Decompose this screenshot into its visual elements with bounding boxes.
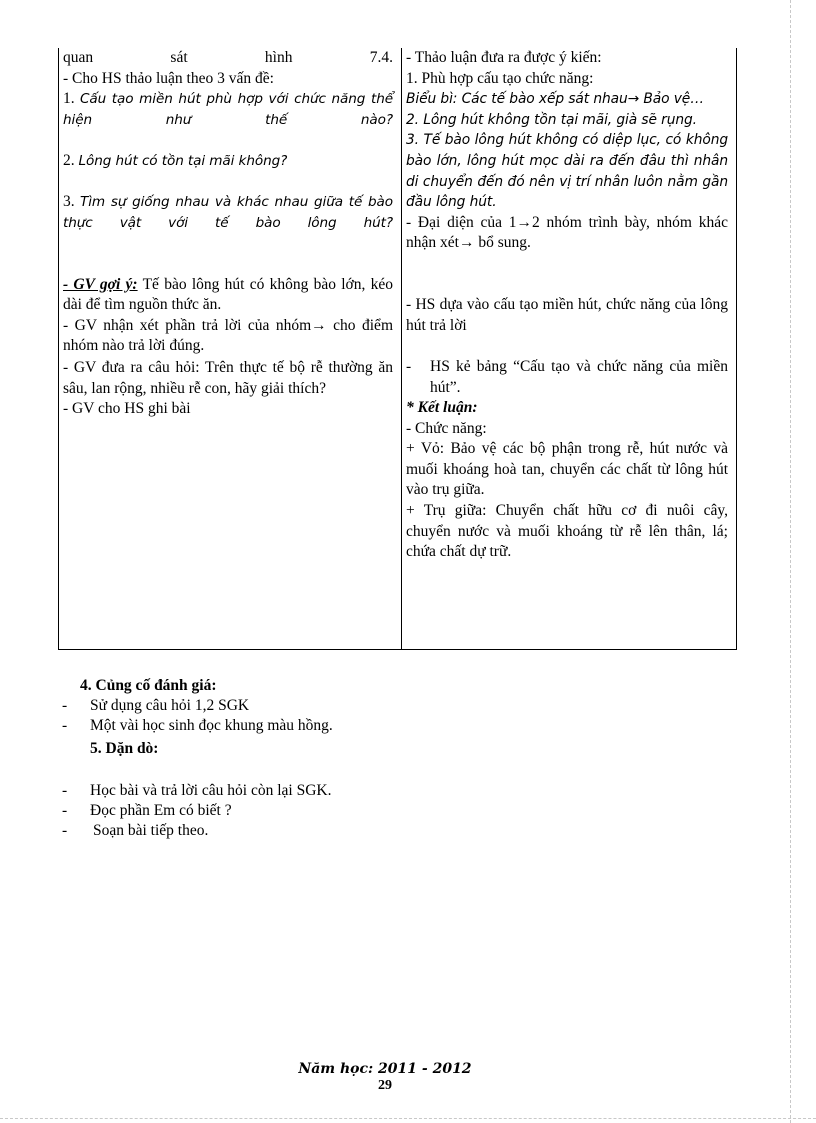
list-item-text: Sử dụng câu hỏi 1,2 SGK bbox=[90, 697, 250, 714]
question-3-text: Tìm sự giống nhau và khác nhau giữa tế bào thực vật với tế bào lông hút? bbox=[63, 194, 393, 231]
answer-2: 2. Lông hút không tồn tại mãi, già sẽ rụng. bbox=[406, 111, 697, 128]
conclusion-heading: * Kết luận: bbox=[406, 399, 478, 417]
student-answer: - HS dựa vào cấu tạo miền hút, chức năng của lông hút trả lời bbox=[406, 296, 728, 334]
discussion-instruction: - Cho HS thảo luận theo 3 vấn đề: bbox=[63, 69, 274, 87]
list-item: - Học bài và trả lời câu hỏi còn lại SGK. bbox=[62, 782, 332, 799]
discussion-result: - Thảo luận đưa ra được ý kiến: bbox=[406, 49, 602, 66]
teacher-hint-label: - GV gợi ý: bbox=[63, 275, 138, 293]
group-presentation: - Đại diện của 1→2 nhóm trình bày, nhóm khác nhận xét→ bổ sung. bbox=[406, 213, 728, 252]
page-border-bottom bbox=[0, 1118, 816, 1119]
question-2-text: Lông hút có tồn tại mãi không? bbox=[78, 152, 288, 169]
list-item: - Đọc phần Em có biết ? bbox=[62, 802, 232, 819]
list-item-text: Một vài học sinh đọc khung màu hồng. bbox=[90, 717, 333, 734]
answer-3: 3. Tế bào lông hút không có diệp lục, có không bào lớn, lông hút mọc dài ra đến đâu thì nhân di chuyển đến đó nên vị trí nhân luôn nằm gần đầu lông hút. bbox=[406, 132, 728, 211]
page-number: 29 bbox=[378, 1078, 392, 1093]
draw-table-task bbox=[406, 357, 728, 398]
list-item-text: Soạn bài tiếp theo. bbox=[93, 822, 209, 839]
question-1-number: 1. bbox=[63, 90, 75, 108]
draw-table-dash: - bbox=[406, 357, 412, 375]
assessment-title: 4. Củng cố đánh giá: bbox=[80, 677, 217, 694]
question-2 bbox=[63, 151, 393, 172]
homework-title: 5. Dặn dò: bbox=[90, 740, 159, 757]
teacher-review: - GV nhận xét phần trả lời của nhóm→ cho điểm nhóm nào trả lời đúng. bbox=[63, 316, 393, 355]
assessment-section bbox=[62, 676, 333, 736]
question-1-text: Cấu tạo miền hút phù hợp với chức năng thể hiện như thế nào? bbox=[63, 91, 394, 128]
teacher-activity-column bbox=[59, 48, 402, 650]
question-3 bbox=[63, 192, 393, 233]
draw-table-text: HS kẻ bảng “Cấu tạo và chức năng của miền hút”. bbox=[430, 357, 728, 396]
school-year: Năm học: 2011 - 2012 bbox=[298, 1061, 472, 1077]
answer-1-detail: Biểu bì: Các tế bào xếp sát nhau→ Bảo vệ… bbox=[406, 91, 704, 108]
core-function: + Trụ giữa: Chuyển chất hữu cơ đi nuôi cây, chuyển nước và muối khoáng từ rễ lên thân, lá; chứa chất dự trữ. bbox=[406, 502, 728, 561]
teacher-question: - GV đưa ra câu hỏi: Trên thực tế bộ rễ thường ăn sâu, lan rộng, nhiều rễ con, hãy giải thích? bbox=[63, 358, 393, 397]
list-item-text: Đọc phần Em có biết ? bbox=[90, 802, 232, 819]
list-item: - Sử dụng câu hỏi 1,2 SGK bbox=[62, 697, 250, 714]
question-1 bbox=[63, 89, 393, 130]
teacher-hint bbox=[63, 275, 393, 316]
list-item: - Soạn bài tiếp theo. bbox=[62, 822, 209, 839]
teacher-notes: - GV cho HS ghi bài bbox=[63, 400, 191, 418]
shell-function: + Vỏ: Bảo vệ các bộ phận trong rễ, hút nước và muối khoáng hoà tan, chuyển các chất từ lông hút vào trụ giữa. bbox=[406, 440, 728, 499]
teacher-hint-text: Tế bào lông hút có không bào lớn, kéo dài để tìm nguồn thức ăn. bbox=[63, 275, 393, 314]
list-item-text: Học bài và trả lời câu hỏi còn lại SGK. bbox=[90, 782, 332, 799]
observe-figure-line: quan sát hình 7.4. bbox=[63, 49, 393, 66]
question-3-number: 3. bbox=[63, 193, 75, 211]
answer-1-title: 1. Phù hợp cấu tạo chức năng: bbox=[406, 69, 594, 87]
list-item: - Một vài học sinh đọc khung màu hồng. bbox=[62, 717, 333, 734]
question-2-number: 2. bbox=[63, 151, 75, 169]
table-row bbox=[59, 48, 737, 650]
homework-section bbox=[62, 739, 332, 841]
function-heading: - Chức năng: bbox=[406, 419, 487, 437]
student-activity-column bbox=[402, 48, 737, 650]
lesson-table bbox=[58, 48, 737, 650]
page-border-right bbox=[790, 0, 791, 1123]
